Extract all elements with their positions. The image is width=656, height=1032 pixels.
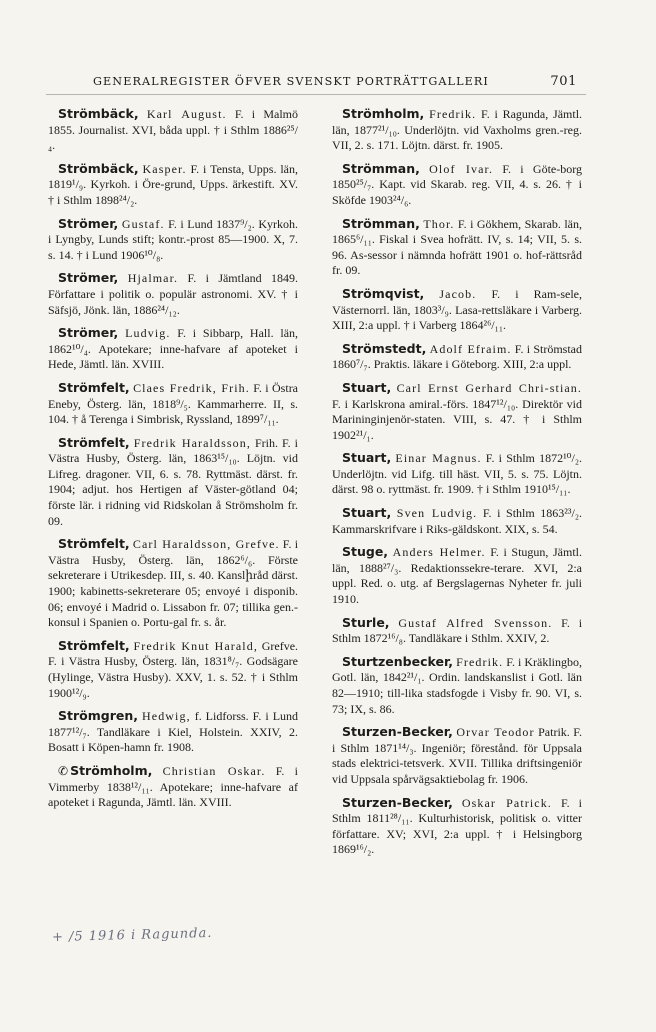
entry-text: F. i Vimmerby 1838¹²/₁₁. Apotekare; inne-hafvare af apoteket i Ragunda, Jämtl. län. XVIII.: [48, 763, 299, 810]
register-entry: [332, 341, 582, 373]
entry-text: F. i Sthlm 1872¹⁰/₂. Underlöjtn. vid Lifg. till häst. VII, 5. s. 75. Löjtn. därst. 98 o. ryttmäst. fr. 1909. † i Sthlm 1910¹⁵/₁₁.: [332, 451, 583, 497]
entry-text: F. i Sthlm 1863²³/₂. Kammarskrifvare i Riks-gäldskont. XIX, s. 54.: [332, 506, 583, 536]
register-entry: [48, 435, 298, 530]
entry-surname: Stuart,: [342, 379, 392, 395]
entry-given-name: Orvar Teodor: [456, 725, 535, 740]
entry-given-name: Claes Fredrik, Frih.: [133, 380, 250, 395]
entry-text: F. i Stugun, Jämtl. län, 1888²⁷/₃. Redaktionssekre-terare. XVI, 2:a uppl. Red. o. utg. af Bergslagernas Nyheter fr. juli 1910.: [332, 545, 583, 607]
right-column: [332, 106, 582, 865]
entry-surname: Sturzen-Becker,: [342, 724, 453, 740]
entry-given-name: Olof Ivar.: [429, 161, 494, 176]
entry-given-name: Einar Magnus.: [395, 451, 482, 466]
entry-text: F. i Sthlm 1872¹⁶/₈. Tandläkare i Sthlm. XXIV, 2.: [332, 615, 583, 646]
register-entry: [48, 536, 298, 631]
entry-text: F. i Ram-sele, Västernorrl. län, 1803³/₉. Lasa-rettsläkare i Varberg. XIII, 2:a uppl. † i Varberg 1864²⁶/₁₁.: [332, 286, 582, 333]
register-entry: [332, 216, 582, 279]
register-entry: [48, 708, 298, 756]
register-entry: [332, 161, 582, 209]
entry-given-name: Kasper.: [142, 161, 187, 176]
entry-text: F. i Lund 1837⁹/₂. Kyrkoh. i Lyngby, Lunds stift; kontr.-prost 85—1900. X, 7. s. 14. † i Lund 1906¹⁰/₈.: [48, 216, 299, 262]
register-entry: [332, 380, 582, 443]
entry-text: Grefve. F. i Västra Husby, Österg. län, 1831⁸/₇. Godsägare (Hylinge, Västra Husby). XXV, 1. s. 52. † i Sthlm 1900¹²/₉.: [48, 638, 299, 700]
register-entry: [48, 763, 298, 811]
register-entry: [332, 795, 582, 858]
register-entry: [48, 325, 298, 373]
entry-text: F. i Västra Husby, Österg. län, 1862⁶/₆. Förste sekreterare i Utrikesdep. III, s. 40. Kanslիråd därst. 1900; kabinetts-sekreterare 05; envoyé i disponib. 06; envoyé i Madrid o. Lissabon fr. 07; tillika gen.-konsul i Spanien o. Portu-gal fr. s. år.: [48, 537, 299, 630]
entry-surname: Strömbäck,: [58, 106, 139, 121]
register-entry: [332, 286, 582, 334]
entry-surname: Stuart,: [342, 450, 392, 466]
register-entry: [48, 106, 298, 154]
entry-given-name: Fredrik.: [429, 107, 477, 121]
entry-text: F. i Strömstad 1860⁷/₇. Praktis. läkare i Göteborg. XIII, 2:a uppl.: [332, 341, 582, 372]
header-rule: [46, 94, 586, 95]
entry-surname: Sturle,: [342, 614, 390, 630]
register-entry: [332, 505, 582, 537]
entry-given-name: Hedwig,: [142, 709, 191, 724]
entry-text: Patrik. F. i Sthlm 1871¹⁴/₃. Ingeniör; förestånd. för Uppsala stads elektrici-tetsverk. XVII. Tillika driftsingeniör vid Uppsala spårvägsaktiebolag fr. 1906.: [332, 725, 582, 786]
entry-surname: Strömer,: [58, 215, 119, 231]
entry-text: F. i Gökhem, Skarab. län, 1865⁶/₁₁. Fiskal i Svea hofrätt. IV, s. 14; VII, 5. s. 96. As-sessor i nämnda hofrätt 1901 o. hof-rättsråd fr. 09.: [332, 216, 583, 278]
register-entry: [332, 106, 582, 154]
entry-given-name: Carl Haraldsson, Grefve.: [132, 537, 280, 552]
entry-surname: Strömholm,: [342, 106, 425, 121]
entry-given-name: Sven Ludvig.: [396, 506, 478, 521]
entry-surname: Strömfelt,: [58, 379, 130, 395]
entry-surname: Strömstedt,: [342, 340, 427, 356]
running-title: GENERALREGISTER ÖFVER SVENSKT PORTRÄTTGALLERI: [93, 75, 489, 88]
entry-surname: Strömman,: [342, 215, 420, 231]
handwritten-annotation: + /5 1916 i Ragunda.: [51, 925, 213, 946]
entry-given-name: Jacob.: [439, 286, 477, 301]
entry-given-name: Christian Oskar.: [162, 763, 266, 778]
entry-surname: Strömbäck,: [58, 160, 139, 176]
register-entry: [48, 216, 298, 264]
pencil-mark-icon: ✆: [58, 763, 69, 778]
entry-surname: Strömer,: [58, 325, 119, 341]
entry-surname: Strömfelt,: [58, 434, 130, 450]
entry-given-name: Fredrik Knut Harald,: [133, 638, 258, 653]
entry-surname: Strömfelt,: [58, 637, 130, 653]
register-entry: [48, 270, 298, 318]
entry-surname: Strömholm,: [70, 762, 153, 778]
entry-text: F. i Karlskrona amiral.-förs. 1847¹²/₁₀. Direktör vid Marininginjenör-staten. VIII, s. 47. † i Sthlm 1902²¹/₁.: [332, 396, 582, 442]
entry-surname: Sturtzenbecker,: [342, 653, 454, 669]
entry-surname: Strömer,: [58, 270, 119, 286]
entry-given-name: Fredrik Haraldsson,: [133, 435, 251, 450]
entry-text: Frih. F. i Västra Husby, Österg. län, 1863¹⁵/₁₀. Löjtn. vid Lifreg. dragoner. VII, 6. s. 78. Ryttmäst. därst. fr. 1904; adjut. hos Hertigen af Väster-götland 04; förste lär. i ridning vid Ridskolan å Strömsholm fr. 09.: [48, 435, 299, 528]
left-column: [48, 106, 298, 818]
page-number: 701: [550, 74, 577, 89]
entry-given-name: Gustaf Alfred Svensson.: [398, 615, 553, 630]
register-entry: [332, 724, 582, 787]
entry-text: F. i Malmö 1855. Journalist. XVI, båda uppl. † i Sthlm 1886²⁵/₄.: [48, 107, 299, 153]
entry-given-name: Carl Ernst Gerhard Chri-stian.: [396, 380, 582, 395]
register-entry: [332, 544, 582, 607]
entry-text: F. i Göte-borg 1850²⁵/₇. Kapt. vid Skarab. reg. VII, 4. s. 26. † i Sköfde 1903²⁴/₆.: [332, 161, 583, 207]
entry-surname: Strömqvist,: [342, 285, 425, 301]
entry-text: F. i Jämtland 1849. Författare i politik o. populär astronomi. XV. † i Säfsjö, Jönk. län, 1886²⁴/₁₂.: [48, 271, 299, 317]
running-head: [93, 74, 577, 89]
entry-text: F. i Sthlm 1811²⁸/₁₁. Kulturhistorisk, politisk o. vitter författare. XV; XVI, 2:a uppl. † i Helsingborg 1869¹⁶/₂.: [332, 795, 582, 857]
entry-given-name: Oskar Patrick.: [461, 795, 552, 810]
entry-given-name: Fredrik.: [456, 654, 504, 669]
entry-text: F. i Tensta, Upps. län, 1819¹/₉. Kyrkoh. i Öre-grund, Upps. ärkestift. XV. † i Sthlm 1898²⁴/₂.: [48, 161, 299, 207]
register-entry: [332, 450, 582, 498]
entry-given-name: Thor.: [423, 216, 455, 231]
entry-text: F. i Sibbarp, Hall. län, 1862¹⁰/₄. Apotekare; inne-hafvare af apoteket i Hede, Jämtl. län. XVIII.: [48, 326, 299, 372]
register-entry: [48, 161, 298, 209]
entry-given-name: Anders Helmer.: [392, 545, 486, 560]
entry-surname: Strömgren,: [58, 708, 138, 724]
entry-given-name: Hjalmar.: [127, 271, 179, 286]
entry-given-name: Gustaf.: [121, 216, 165, 231]
entry-given-name: Adolf Efraim.: [429, 341, 512, 356]
register-entry: [332, 654, 582, 717]
entry-surname: Strömman,: [342, 160, 420, 176]
entry-text: F. i Ragunda, Jämtl. län, 1877²¹/₁₀. Underlöjtn. vid Vaxholms gren.-reg. VII, 2. s. 171. Löjtn. därst. fr. 1905.: [332, 107, 583, 153]
entry-given-name: Karl August.: [146, 107, 227, 121]
register-entry: [48, 638, 298, 701]
entry-text: f. Lidforss. F. i Lund 1877¹²/₇. Tandläkare i Kiel, Holstein. XXIV, 2. Bosatt i Köpen-hamn fr. 1908.: [48, 709, 299, 755]
register-entry: [48, 380, 298, 428]
entry-given-name: Ludvig.: [125, 326, 171, 341]
entry-surname: Stuge,: [342, 544, 389, 560]
entry-text: F. i Kräklingbo, Gotl. län, 1842²¹/₁. Ordin. landskanslist i Gotl. län 82—1910; till-lika stadsfogde i Visby fr. 90. VI, s. 73; IX, s. 86.: [332, 654, 583, 716]
entry-surname: Strömfelt,: [58, 536, 130, 552]
entry-surname: Sturzen-Becker,: [342, 794, 453, 810]
register-entry: [332, 615, 582, 647]
entry-text: F. i Östra Eneby, Österg. län, 1818⁹/₅. Kammarherre. II, s. 104. † å Terenga i Simbrisk, Ryssland, 1899⁷/₁₁.: [48, 380, 299, 427]
entry-surname: Stuart,: [342, 505, 392, 521]
